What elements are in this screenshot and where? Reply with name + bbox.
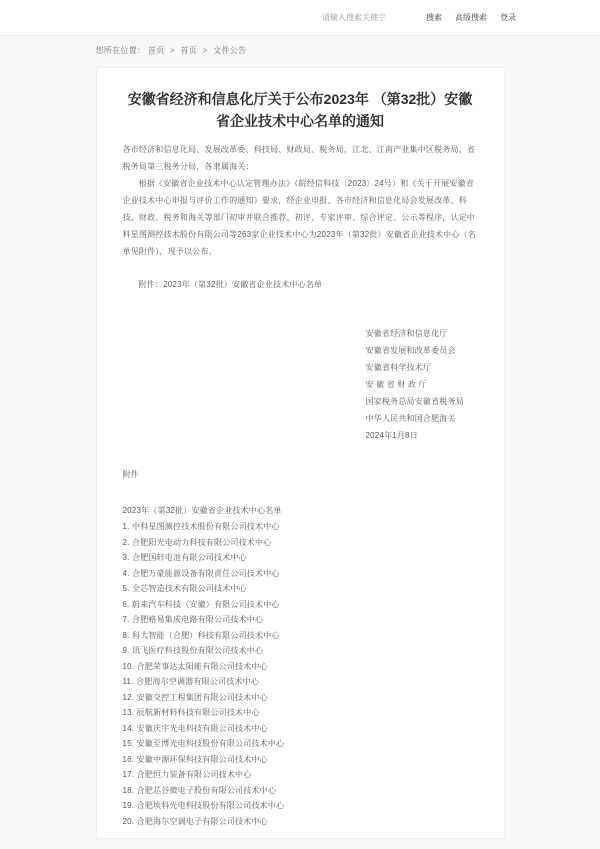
breadcrumb — [96, 45, 505, 56]
list-item: 15. 安徽至博光电科技股份有限公司技术中心 — [122, 739, 285, 748]
search-input[interactable] — [322, 13, 408, 22]
signature-line: 2024年1月8日 — [365, 431, 418, 440]
signature-line: 安 徽 省 财 政 厅 — [365, 380, 427, 389]
list-item: 5. 全芯智造技术有限公司技术中心 — [122, 584, 247, 593]
list-item: 8. 科大智能（合肥）科技有限公司技术中心 — [122, 630, 280, 640]
attachment-reference-line: 附件：2023年（第32批）安徽省企业技术中心名单 — [138, 280, 323, 289]
list-item: 3. 合肥国轩电池有限公司技术中心 — [122, 553, 247, 562]
attachment-list — [123, 519, 478, 829]
breadcrumb-prefix: 您所在位置： — [95, 46, 146, 55]
list-item: 10. 合肥荣事达太阳能有限公司技术中心 — [122, 661, 268, 671]
signature-line: 安徽省经济和信息化厅 — [365, 329, 448, 338]
list-item: 7. 合肥格易集成电路有限公司技术中心 — [122, 615, 264, 624]
attachment-list-title: 2023年（第32批）安徽省企业技术中心名单 — [122, 506, 282, 515]
search-button[interactable]: 搜索 — [426, 13, 442, 22]
list-item: 4. 合肥万豪能源设备有限责任公司技术中心 — [122, 568, 280, 578]
list-item: 12. 安徽交控工程集团有限公司技术中心 — [122, 692, 268, 702]
breadcrumb-separator: > — [169, 46, 175, 55]
body-paragraph: 根据《安徽省企业技术中心认定管理办法》（皖经信科技〔2023〕24号）和《关于开展安徽省企业技术中心申报与评价工作的通知》要求，经企业申报、各市经济和信息化局会发展改革、科技、财政、税务和海关等部门初审并联合推荐、初评、专家评审、综合评定、公示等程序，认定中科星图测控技术股份有限公司等263家企业技术中心为2023年（第32批）安徽省企业技术中心（名单见附件），现予以公布。 — [122, 179, 476, 256]
list-item: 13. 辰航新材料科技有限公司技术中心 — [122, 708, 260, 717]
list-item: 9. 讯飞医疗科技股份有限公司技术中心 — [122, 646, 264, 655]
list-item: 11. 合肥海尔空调器有限公司技术中心 — [122, 677, 260, 686]
breadcrumb-link-home[interactable]: 首页 — [147, 46, 165, 55]
list-item: 14. 安徽庆宇光电科技有限公司技术中心 — [122, 723, 268, 733]
list-item: 19. 合肥埃科光电科技股份有限公司技术中心 — [122, 801, 285, 810]
login-link[interactable]: 登录 — [500, 13, 516, 22]
breadcrumb-link-file-notice[interactable]: 文件公告 — [213, 46, 247, 55]
breadcrumb-separator: > — [202, 46, 208, 55]
signature-line: 安徽省科学技术厅 — [365, 363, 432, 372]
signature-block — [366, 325, 478, 444]
content-card — [96, 67, 505, 839]
breadcrumb-link-home-2[interactable]: 首页 — [180, 46, 198, 55]
signature-line: 安徽省发展和改革委员会 — [365, 346, 456, 355]
top-bar — [0, 0, 600, 36]
signature-line: 中华人民共和国合肥海关 — [365, 414, 456, 423]
list-item: 20. 合肥海尔空调电子有限公司技术中心 — [122, 816, 268, 826]
list-item: 17. 合肥恒力装备有限公司技术中心 — [122, 770, 252, 779]
appendix-label: 附件 — [122, 470, 139, 479]
list-item: 2. 合肥阳光电动力科技有限公司技术中心 — [122, 537, 272, 547]
signature-line: 国家税务总局安徽省税务局 — [365, 397, 464, 406]
advanced-search-link[interactable]: 高级搜索 — [455, 13, 487, 22]
list-item: 18. 合肥芯谷微电子股份有限公司技术中心 — [122, 785, 277, 795]
recipients-paragraph: 各市经济和信息化局、发展改革委、科技局、财政局、税务局，江北、江南产业集中区税务局，省税务局第三税务分局，各隶属海关： — [122, 145, 476, 171]
document-title: 安徽省经济和信息化厅关于公布2023年 （第32批）安徽省企业技术中心名单的通知 — [127, 91, 473, 129]
list-item: 16. 安徽中源环保科技有限公司技术中心 — [122, 754, 268, 764]
list-item: 1. 中科星图测控技术股份有限公司技术中心 — [122, 522, 280, 531]
list-item: 6. 蔚来汽车科技（安徽）有限公司技术中心 — [122, 599, 280, 609]
